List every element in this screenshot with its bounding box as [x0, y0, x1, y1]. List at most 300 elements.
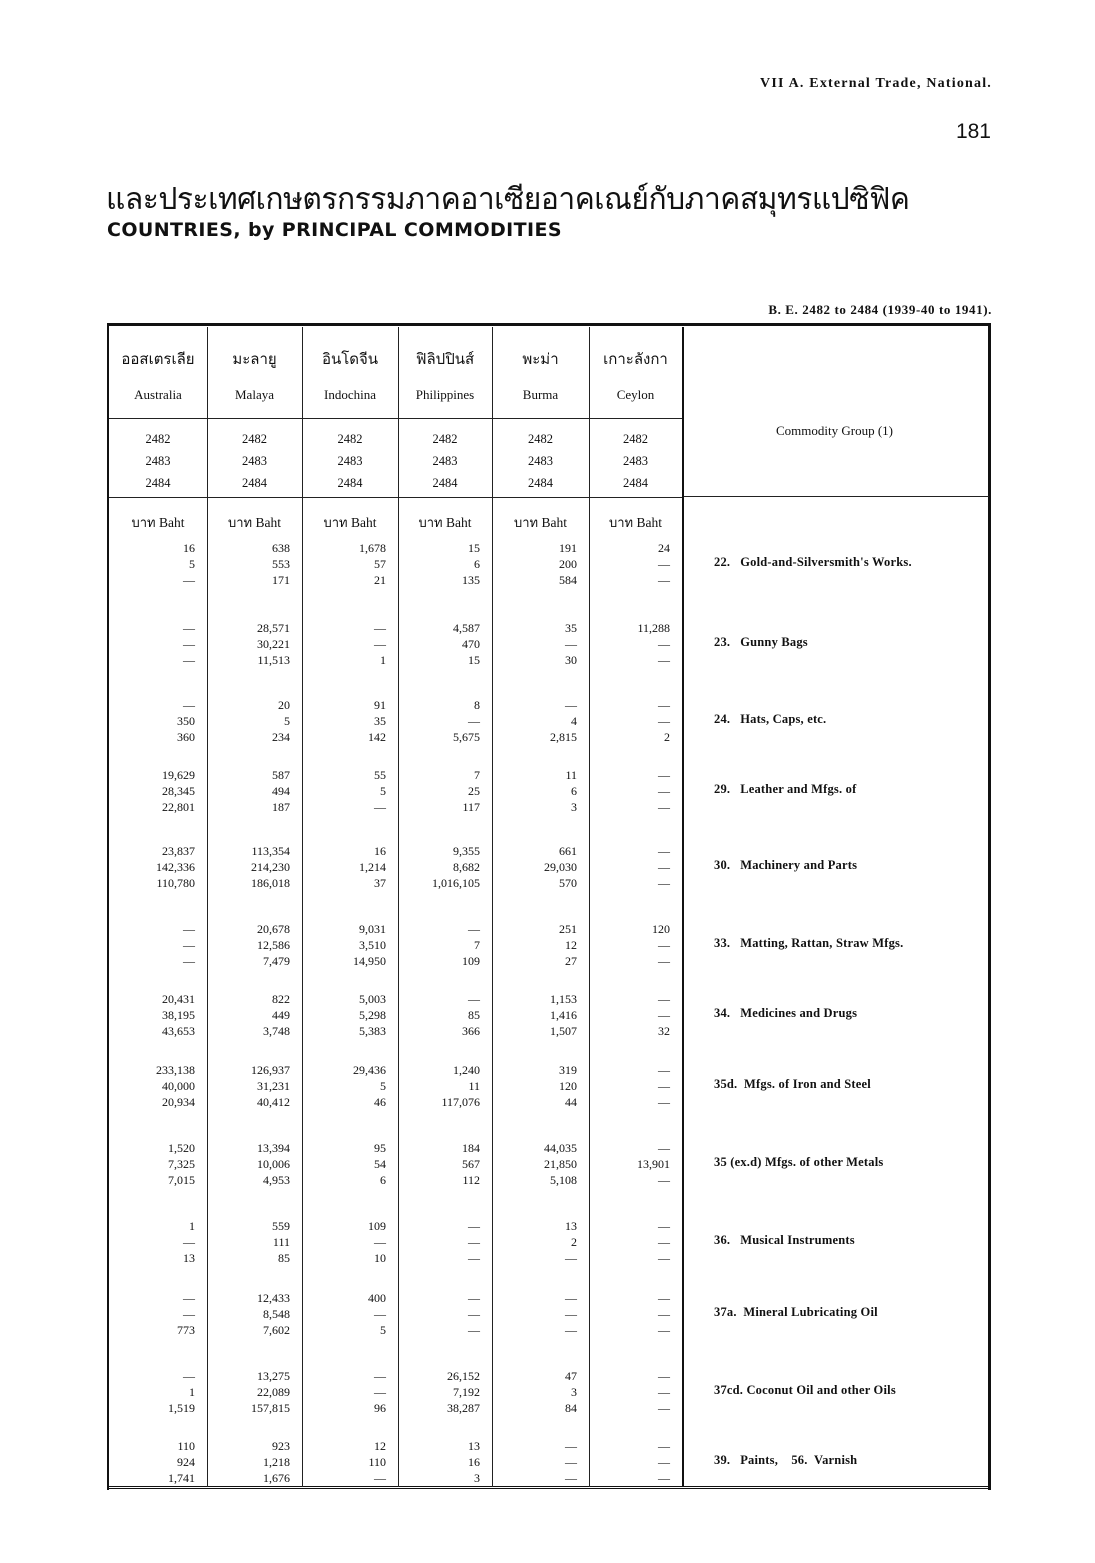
value-cell — [492, 1368, 577, 1416]
column-header-english: Australia — [134, 387, 182, 402]
numeric-value: 21 — [374, 573, 386, 587]
value-cell — [589, 540, 670, 588]
numeric-value: 1 — [189, 1219, 195, 1233]
year-label: 2484 — [242, 476, 267, 490]
numeric-value: 15 — [468, 653, 480, 667]
dash-value: — — [658, 876, 670, 890]
unit-thai: บาท — [418, 516, 443, 531]
dash-value: — — [468, 1307, 480, 1321]
dash-value: — — [658, 637, 670, 651]
header-divider — [684, 496, 989, 497]
numeric-value: 559 — [272, 1219, 290, 1233]
numeric-value: 12,433 — [257, 1291, 290, 1305]
unit-english: Baht — [541, 515, 567, 530]
numeric-value: 117,076 — [441, 1095, 480, 1109]
numeric-value: 109 — [368, 1219, 386, 1233]
column-header-thai: อินโดจีน — [321, 350, 379, 368]
dash-value: — — [658, 784, 670, 798]
value-cell — [207, 921, 290, 969]
numeric-value: 1,741 — [168, 1471, 195, 1485]
numeric-value: 7,479 — [263, 954, 290, 968]
numeric-value: 186,018 — [251, 876, 290, 890]
value-cell — [207, 1290, 290, 1338]
value-cell — [589, 1368, 670, 1416]
numeric-value: 923 — [272, 1439, 290, 1453]
numeric-value: 44,035 — [544, 1141, 577, 1155]
dash-value: — — [565, 698, 577, 712]
dash-value: — — [374, 1385, 386, 1399]
numeric-value: 1,520 — [168, 1141, 195, 1155]
dash-value: — — [658, 1385, 670, 1399]
commodity-label: 35 (ex.d) Mfgs. of other Metals — [714, 1155, 884, 1169]
value-cell — [109, 767, 195, 815]
numeric-value: 54 — [374, 1157, 386, 1171]
value-cell — [398, 540, 480, 588]
commodity-label: 23. Gunny Bags — [714, 635, 808, 649]
value-cell — [109, 697, 195, 745]
numeric-value: 6 — [380, 1173, 386, 1187]
column-header-thai: พะม่า — [522, 350, 559, 368]
numeric-value: 47 — [565, 1369, 577, 1383]
numeric-value: 142,336 — [156, 860, 195, 874]
value-cell — [109, 1140, 195, 1188]
numeric-value: 120 — [652, 922, 670, 936]
numeric-value: 319 — [559, 1063, 577, 1077]
dash-value: — — [658, 1173, 670, 1187]
numeric-value: 7,325 — [168, 1157, 195, 1171]
value-cell — [589, 620, 670, 668]
numeric-value: 1,678 — [359, 541, 386, 555]
section-header: VII A. External Trade, National. — [760, 76, 992, 91]
numeric-value: 1 — [189, 1385, 195, 1399]
dash-value: — — [658, 557, 670, 571]
numeric-value: 8,548 — [263, 1307, 290, 1321]
numeric-value: 5,298 — [359, 1008, 386, 1022]
value-cell — [492, 921, 577, 969]
value-cell — [302, 767, 386, 815]
dash-value: — — [658, 698, 670, 712]
numeric-value: 24 — [658, 541, 670, 555]
year-label: 2483 — [623, 454, 648, 468]
year-label: 2482 — [337, 432, 363, 446]
dash-value: — — [374, 1369, 386, 1383]
numeric-value: 9,355 — [453, 844, 480, 858]
value-cell — [207, 1218, 290, 1266]
dash-value: — — [658, 1401, 670, 1415]
dash-value: — — [183, 1307, 195, 1321]
numeric-value: 184 — [462, 1141, 480, 1155]
numeric-value: 85 — [468, 1008, 480, 1022]
title-english: COUNTRIES, by PRINCIPAL COMMODITIES — [107, 219, 562, 241]
unit-label — [492, 512, 589, 533]
numeric-value: 1,214 — [359, 860, 386, 874]
value-cell — [109, 991, 195, 1039]
value-cell — [207, 1062, 290, 1110]
dash-value: — — [183, 954, 195, 968]
numeric-value: 85 — [278, 1251, 290, 1265]
numeric-value: 661 — [559, 844, 577, 858]
year-list — [398, 428, 492, 494]
unit-label — [398, 512, 492, 533]
year-label: 2482 — [432, 432, 458, 446]
value-cell — [398, 1218, 480, 1266]
numeric-value: 13 — [565, 1219, 577, 1233]
value-cell — [398, 1062, 480, 1110]
dash-value: — — [565, 1323, 577, 1337]
unit-english: Baht — [636, 515, 662, 530]
numeric-value: 4,953 — [263, 1173, 290, 1187]
value-cell — [398, 620, 480, 668]
year-label: 2483 — [528, 454, 553, 468]
numeric-value: 1,218 — [263, 1455, 290, 1469]
numeric-value: 13,275 — [257, 1369, 290, 1383]
numeric-value: 251 — [559, 922, 577, 936]
numeric-value: 366 — [462, 1024, 480, 1038]
dash-value: — — [658, 992, 670, 1006]
numeric-value: 8 — [474, 698, 480, 712]
dash-value: — — [658, 768, 670, 782]
dash-value: — — [374, 800, 386, 814]
numeric-value: 773 — [177, 1323, 195, 1337]
header-divider — [109, 497, 682, 498]
numeric-value: 29,030 — [544, 860, 577, 874]
value-cell — [302, 1438, 386, 1486]
numeric-value: 12 — [565, 938, 577, 952]
numeric-value: 21,850 — [544, 1157, 577, 1171]
numeric-value: 113,354 — [251, 844, 290, 858]
dash-value: — — [183, 637, 195, 651]
year-label: 2484 — [337, 476, 363, 490]
numeric-value: 1 — [380, 653, 386, 667]
numeric-value: 553 — [272, 557, 290, 571]
unit-thai: บาท — [131, 516, 156, 531]
numeric-value: 1,416 — [550, 1008, 577, 1022]
value-cell — [207, 1438, 290, 1486]
value-cell — [492, 991, 577, 1039]
numeric-value: 28,571 — [257, 621, 290, 635]
dash-value: — — [658, 1455, 670, 1469]
numeric-value: 120 — [559, 1079, 577, 1093]
numeric-value: 191 — [559, 541, 577, 555]
numeric-value: 25 — [468, 784, 480, 798]
dash-value: — — [658, 1323, 670, 1337]
numeric-value: 23,837 — [162, 844, 195, 858]
dash-value: — — [565, 1251, 577, 1265]
numeric-value: 32 — [658, 1024, 670, 1038]
numeric-value: 38,287 — [447, 1401, 480, 1415]
value-cell — [492, 1062, 577, 1110]
numeric-value: 46 — [374, 1095, 386, 1109]
numeric-value: 10,006 — [257, 1157, 290, 1171]
unit-label — [302, 512, 398, 533]
dash-value: — — [658, 1307, 670, 1321]
commodity-label: 24. Hats, Caps, etc. — [714, 712, 827, 726]
value-cell — [109, 540, 195, 588]
dash-value: — — [658, 1369, 670, 1383]
numeric-value: 13 — [468, 1439, 480, 1453]
commodity-label: 22. Gold-and-Silversmith's Works. — [714, 555, 912, 569]
value-cell — [398, 843, 480, 891]
value-cell — [302, 620, 386, 668]
dash-value: — — [658, 1095, 670, 1109]
year-list — [207, 428, 302, 494]
numeric-value: 171 — [272, 573, 290, 587]
numeric-value: 109 — [462, 954, 480, 968]
numeric-value: 7,192 — [453, 1385, 480, 1399]
numeric-value: 470 — [462, 637, 480, 651]
value-cell — [109, 1218, 195, 1266]
numeric-value: 40,000 — [162, 1079, 195, 1093]
numeric-value: 96 — [374, 1401, 386, 1415]
commodity-label: 37a. Mineral Lubricating Oil — [714, 1305, 878, 1319]
numeric-value: 1,153 — [550, 992, 577, 1006]
dash-value: — — [658, 714, 670, 728]
period-label: B. E. 2482 to 2484 (1939-40 to 1941). — [768, 302, 992, 317]
value-cell — [492, 697, 577, 745]
dash-value: — — [658, 1141, 670, 1155]
dash-value: — — [468, 922, 480, 936]
numeric-value: 587 — [272, 768, 290, 782]
numeric-value: 142 — [368, 730, 386, 744]
dash-value: — — [658, 1063, 670, 1077]
year-label: 2482 — [145, 432, 171, 446]
dash-value: — — [374, 621, 386, 635]
value-cell — [398, 767, 480, 815]
dash-value: — — [468, 1219, 480, 1233]
numeric-value: 3 — [474, 1471, 480, 1485]
numeric-value: 638 — [272, 541, 290, 555]
dash-value: — — [183, 922, 195, 936]
numeric-value: 5,675 — [453, 730, 480, 744]
numeric-value: 10 — [374, 1251, 386, 1265]
commodity-label: 34. Medicines and Drugs — [714, 1006, 858, 1020]
commodity-label: 35d. Mfgs. of Iron and Steel — [714, 1077, 871, 1091]
table-bottom-rule — [107, 1486, 991, 1489]
column-header-english: Indochina — [324, 387, 376, 402]
numeric-value: 19,629 — [162, 768, 195, 782]
value-cell — [398, 921, 480, 969]
value-cell — [302, 1290, 386, 1338]
value-cell — [492, 767, 577, 815]
dash-value: — — [658, 800, 670, 814]
value-cell — [492, 1218, 577, 1266]
value-cell — [398, 1368, 480, 1416]
unit-thai: บาท — [609, 516, 634, 531]
numeric-value: 2,815 — [550, 730, 577, 744]
numeric-value: 2 — [571, 1235, 577, 1249]
unit-english: Baht — [255, 515, 281, 530]
numeric-value: 55 — [374, 768, 386, 782]
numeric-value: 110,780 — [156, 876, 195, 890]
numeric-value: 35 — [374, 714, 386, 728]
numeric-value: 15 — [468, 541, 480, 555]
numeric-value: 2 — [664, 730, 670, 744]
dash-value: — — [658, 1219, 670, 1233]
dash-value: — — [183, 621, 195, 635]
value-cell — [302, 991, 386, 1039]
column-header-thai: เกาะลังกา — [603, 350, 668, 368]
numeric-value: 20,431 — [162, 992, 195, 1006]
value-cell — [302, 540, 386, 588]
dash-value: — — [658, 1008, 670, 1022]
dash-value: — — [658, 954, 670, 968]
dash-value: — — [565, 1455, 577, 1469]
numeric-value: 126,937 — [251, 1063, 290, 1077]
value-cell — [109, 1062, 195, 1110]
numeric-value: 1,507 — [550, 1024, 577, 1038]
dash-value: — — [468, 1251, 480, 1265]
dash-value: — — [565, 1471, 577, 1485]
numeric-value: 11,288 — [637, 621, 670, 635]
dash-value: — — [468, 1291, 480, 1305]
numeric-value: 567 — [462, 1157, 480, 1171]
numeric-value: 110 — [368, 1455, 386, 1469]
numeric-value: 5 — [189, 557, 195, 571]
value-cell — [109, 1290, 195, 1338]
dash-value: — — [183, 1235, 195, 1249]
numeric-value: 9,031 — [359, 922, 386, 936]
value-cell — [207, 620, 290, 668]
column-header-thai: ออสเตรเลีย — [121, 350, 195, 368]
value-cell — [589, 921, 670, 969]
value-cell — [589, 767, 670, 815]
column-header-english: Ceylon — [616, 387, 655, 402]
value-cell — [589, 1290, 670, 1338]
year-label: 2484 — [145, 476, 171, 490]
numeric-value: 7,015 — [168, 1173, 195, 1187]
numeric-value: 360 — [177, 730, 195, 744]
value-cell — [207, 767, 290, 815]
value-cell — [207, 991, 290, 1039]
commodity-label: 39. Paints, 56. Varnish — [714, 1453, 858, 1467]
dash-value: — — [565, 637, 577, 651]
numeric-value: 16 — [468, 1455, 480, 1469]
dash-value: — — [468, 1323, 480, 1337]
commodity-group-header: Commodity Group (1) — [776, 423, 893, 438]
numeric-value: 7 — [474, 938, 480, 952]
year-list — [589, 428, 682, 494]
value-cell — [492, 1140, 577, 1188]
value-cell — [207, 1140, 290, 1188]
unit-thai: บาท — [323, 516, 348, 531]
numeric-value: 1,016,105 — [432, 876, 480, 890]
value-cell — [589, 1438, 670, 1486]
numeric-value: 7,602 — [263, 1323, 290, 1337]
commodity-label: 33. Matting, Rattan, Straw Mfgs. — [714, 936, 904, 950]
dash-value: — — [468, 714, 480, 728]
year-label: 2483 — [337, 454, 363, 468]
dash-value: — — [658, 860, 670, 874]
column-header-english: Malaya — [235, 387, 274, 402]
numeric-value: 924 — [177, 1455, 195, 1469]
value-cell — [207, 697, 290, 745]
value-cell — [492, 843, 577, 891]
dash-value: — — [565, 1439, 577, 1453]
year-label: 2483 — [242, 454, 267, 468]
dash-value: — — [658, 1439, 670, 1453]
numeric-value: 5 — [380, 1079, 386, 1093]
numeric-value: 200 — [559, 557, 577, 571]
numeric-value: 13,394 — [257, 1141, 290, 1155]
numeric-value: 5 — [380, 1323, 386, 1337]
numeric-value: 3,748 — [263, 1024, 290, 1038]
unit-english: Baht — [446, 515, 472, 530]
dash-value: — — [183, 1369, 195, 1383]
numeric-value: 16 — [374, 844, 386, 858]
numeric-value: 3 — [571, 1385, 577, 1399]
dash-value: — — [658, 573, 670, 587]
value-cell — [302, 697, 386, 745]
numeric-value: 20,678 — [257, 922, 290, 936]
numeric-value: 135 — [462, 573, 480, 587]
commodity-label: 36. Musical Instruments — [714, 1233, 855, 1247]
unit-english: Baht — [159, 515, 185, 530]
numeric-value: 7 — [474, 768, 480, 782]
dash-value: — — [468, 1235, 480, 1249]
value-cell — [492, 540, 577, 588]
numeric-value: 20 — [278, 698, 290, 712]
numeric-value: 40,412 — [257, 1095, 290, 1109]
year-label: 2482 — [623, 432, 648, 446]
numeric-value: 449 — [272, 1008, 290, 1022]
numeric-value: 30,221 — [257, 637, 290, 651]
numeric-value: 13,901 — [637, 1157, 670, 1171]
unit-label — [589, 512, 682, 533]
value-cell — [589, 843, 670, 891]
value-cell — [398, 1140, 480, 1188]
numeric-value: 1,240 — [453, 1063, 480, 1077]
numeric-value: 8,682 — [453, 860, 480, 874]
value-cell — [492, 620, 577, 668]
value-cell — [589, 1062, 670, 1110]
column-header-english: Philippines — [415, 387, 475, 402]
dash-value: — — [374, 1471, 386, 1485]
value-cell — [302, 1140, 386, 1188]
year-list — [302, 428, 398, 494]
value-cell — [589, 697, 670, 745]
year-list — [492, 428, 589, 494]
value-cell — [398, 1290, 480, 1338]
numeric-value: 95 — [374, 1141, 386, 1155]
year-label: 2483 — [145, 454, 171, 468]
dash-value: — — [374, 637, 386, 651]
commodity-label: 30. Machinery and Parts — [714, 858, 858, 872]
numeric-value: 400 — [368, 1291, 386, 1305]
numeric-value: 1,519 — [168, 1401, 195, 1415]
title-thai: และประเทศเกษตรกรรมภาคอาเซียอาคเณย์กับภาคสมุทรแปซิฟิค — [106, 182, 910, 217]
column-header-english: Burma — [522, 387, 559, 402]
value-cell — [492, 1438, 577, 1486]
numeric-value: 117 — [462, 800, 480, 814]
value-cell — [207, 1368, 290, 1416]
commodity-label: 29. Leather and Mfgs. of — [714, 782, 857, 796]
column-header-thai: มะลายู — [232, 350, 277, 368]
page-number: 181 — [955, 120, 991, 143]
value-cell — [207, 540, 290, 588]
dash-value: — — [183, 573, 195, 587]
value-cell — [589, 991, 670, 1039]
numeric-value: 5 — [380, 784, 386, 798]
numeric-value: 28,345 — [162, 784, 195, 798]
numeric-value: 84 — [565, 1401, 577, 1415]
numeric-value: 214,230 — [251, 860, 290, 874]
numeric-value: 494 — [272, 784, 290, 798]
dash-value: — — [183, 698, 195, 712]
dash-value: — — [658, 1079, 670, 1093]
dash-value: — — [658, 1471, 670, 1485]
dash-value: — — [658, 844, 670, 858]
column-header-thai: ฟิลิปปินส์ — [415, 350, 475, 368]
